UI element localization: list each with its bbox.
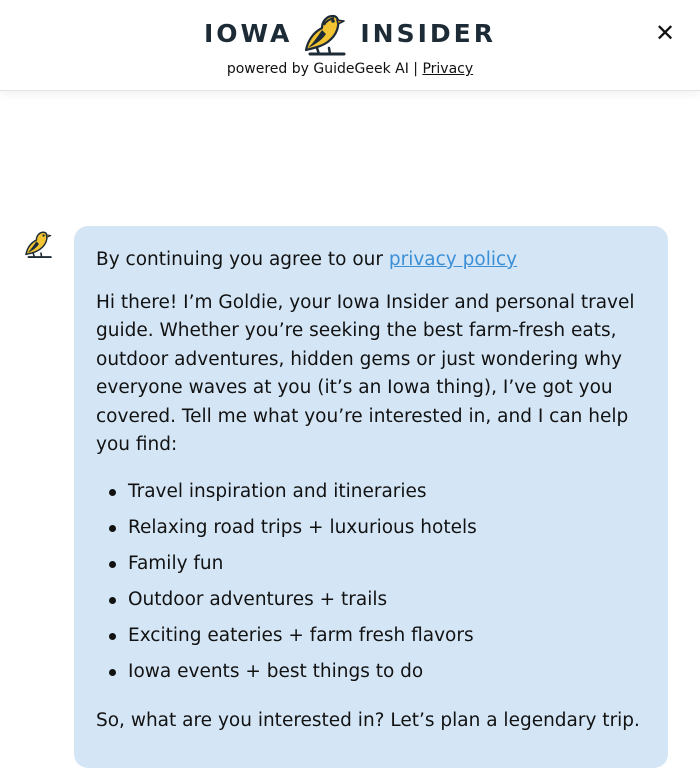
- close-icon: ✕: [654, 19, 676, 47]
- goldfinch-bird-icon: [300, 8, 352, 60]
- list-item: Outdoor adventures + trails: [96, 582, 646, 618]
- closing-question: So, what are you interested in? Let’s plan a legendary trip.: [96, 709, 640, 731]
- list-item: Travel inspiration and itineraries: [96, 474, 646, 510]
- interest-list: [96, 474, 646, 690]
- goldfinch-bird-icon: [22, 227, 56, 261]
- brand-logo: [0, 8, 700, 60]
- list-item: Family fun: [96, 546, 646, 582]
- brand-word-insider: INSIDER: [360, 19, 496, 48]
- consent-line: [96, 246, 646, 275]
- bullet-icon: [109, 489, 116, 496]
- bullet-icon: [109, 669, 116, 676]
- list-item: Relaxing road trips + luxurious hotels: [96, 510, 646, 546]
- intro-paragraph: Hi there! I’m Goldie, your Iowa Insider and personal travel guide. Whether you’re seeking the best farm-fresh eats, outdoor adventures, hidden gems or just wondering why everyone waves at you (it’s an Iowa thing), I’ve got you covered. Tell me what you’re interested in, and I can help you find:: [96, 291, 635, 455]
- consent-text: By continuing you agree to our: [96, 249, 383, 270]
- app-header: [0, 0, 700, 91]
- brand-word-iowa: IOWA: [204, 19, 293, 48]
- powered-by-text: powered by GuideGeek AI |: [226, 61, 418, 77]
- bullet-icon: [109, 597, 116, 604]
- powered-by-line: [0, 61, 700, 77]
- list-item: Iowa events + best things to do: [96, 654, 646, 690]
- privacy-link[interactable]: Privacy: [422, 61, 474, 77]
- bullet-icon: [109, 525, 116, 532]
- bullet-icon: [109, 561, 116, 568]
- close-button[interactable]: [652, 20, 678, 46]
- assistant-message-bubble: [74, 226, 668, 768]
- list-item: Exciting eateries + farm fresh flavors: [96, 618, 646, 654]
- privacy-policy-link[interactable]: privacy policy: [388, 249, 518, 270]
- bullet-icon: [109, 633, 116, 640]
